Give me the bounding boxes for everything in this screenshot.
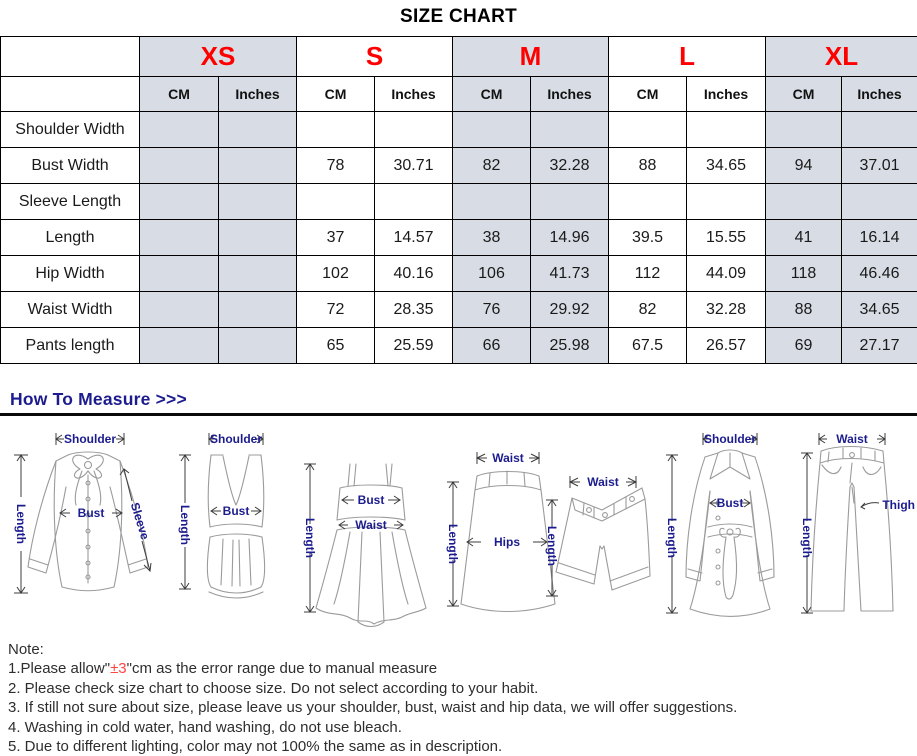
value-cell [687,184,766,220]
value-cell: 26.57 [687,328,766,364]
measure-label-length: Length [446,524,460,564]
coat-illustration [660,425,800,630]
table-row [1,256,917,292]
table-row [1,220,917,256]
measure-label-waist: Waist [587,475,619,489]
coat-outline [686,450,774,617]
value-cell: 112 [609,256,687,292]
value-cell [219,148,297,184]
value-cell [842,112,917,148]
value-cell [297,184,375,220]
size-header-s: S [297,37,453,77]
measure-label-length: Length [303,518,317,558]
value-cell [453,184,531,220]
row-label-cell: Bust Width [1,148,140,184]
value-cell: 14.57 [375,220,453,256]
value-cell [687,112,766,148]
value-cell [766,184,842,220]
measure-label-length: Length [178,505,192,545]
value-cell: 37 [297,220,375,256]
unit-header-cell: Inches [842,77,917,112]
value-cell: 118 [766,256,842,292]
value-cell [609,184,687,220]
row-label-cell: Pants length [1,328,140,364]
measure-label-bust: Bust [223,504,250,518]
measure-label-shoulder: Shoulder [704,432,756,446]
how-to-measure-heading: How To Measure >>> [10,389,917,410]
value-cell: 66 [453,328,531,364]
value-cell: 32.28 [531,148,609,184]
value-cell: 38 [453,220,531,256]
value-cell: 41 [766,220,842,256]
measure-label-length: Length [545,526,559,566]
value-cell: 76 [453,292,531,328]
unit-header-row [1,77,917,112]
value-cell [140,256,219,292]
table-row [1,184,917,220]
value-cell: 106 [453,256,531,292]
unit-header-cell: Inches [375,77,453,112]
value-cell: 78 [297,148,375,184]
value-cell [140,112,219,148]
size-header-l: L [609,37,766,77]
blouse-outline [28,452,148,591]
table-row [1,292,917,328]
value-cell [140,184,219,220]
value-cell: 29.92 [531,292,609,328]
note-line-3: 3. If still not sure about size, please leave us your shoulder, bust, waist and hip data, we will offer suggestions. [8,698,917,717]
value-cell [140,328,219,364]
measure-figures [0,420,917,632]
unit-header-cell: CM [297,77,375,112]
value-cell: 25.59 [375,328,453,364]
value-cell: 69 [766,328,842,364]
table-row [1,328,917,364]
value-cell: 72 [297,292,375,328]
skirt-measure-arrows [447,452,547,606]
value-cell [219,292,297,328]
row-label-cell: Waist Width [1,292,140,328]
value-cell: 82 [453,148,531,184]
notes-heading: Note: [8,640,917,659]
measure-label-bust: Bust [78,506,105,520]
value-cell [219,328,297,364]
value-cell [219,220,297,256]
corner-cell [1,37,140,77]
value-cell [531,184,609,220]
value-cell: 40.16 [375,256,453,292]
value-cell: 94 [766,148,842,184]
value-cell: 32.28 [687,292,766,328]
value-cell [375,112,453,148]
divider-line [0,413,917,416]
measure-label-length: Length [14,504,28,544]
unit-header-cell: Inches [687,77,766,112]
measure-label-length: Length [665,518,679,558]
shorts-illustration [542,446,660,632]
value-cell [140,292,219,328]
unit-header-cell: Inches [219,77,297,112]
value-cell: 46.46 [842,256,917,292]
note-line-1 [8,659,917,678]
notes-section [8,640,917,756]
value-cell [140,220,219,256]
value-cell [842,184,917,220]
unit-header-cell: CM [766,77,842,112]
size-table [0,36,917,364]
measure-label-shoulder: Shoulder [210,432,262,446]
value-cell [766,112,842,148]
value-cell: 27.17 [842,328,917,364]
shorts-outline [556,488,650,590]
table-row [1,112,917,148]
value-cell: 30.71 [375,148,453,184]
measure-label-sleeve: Sleeve [128,501,153,542]
measure-label-bust: Bust [717,496,744,510]
value-cell: 37.01 [842,148,917,184]
value-cell: 88 [609,148,687,184]
row-label-cell: Length [1,220,140,256]
unit-header-cell: CM [453,77,531,112]
dress-outline [316,464,426,627]
value-cell [453,112,531,148]
measure-label-waist: Waist [836,432,868,446]
value-cell: 65 [297,328,375,364]
value-cell: 102 [297,256,375,292]
value-cell: 28.35 [375,292,453,328]
note-line-5: 5. Due to different lighting, color may not 100% the same as in description. [8,737,917,756]
row-label-cell: Hip Width [1,256,140,292]
value-cell [219,184,297,220]
value-cell: 34.65 [842,292,917,328]
measure-label-length: Length [800,518,814,558]
vest-outline [207,455,264,598]
note-line-2: 2. Please check size chart to choose size. Do not select according to your habit. [8,679,917,698]
value-cell [219,256,297,292]
blouse-illustration [10,425,170,630]
size-header-xl: XL [766,37,917,77]
unit-header-cell: CM [609,77,687,112]
size-header-row [1,37,917,77]
value-cell [297,112,375,148]
value-cell: 15.55 [687,220,766,256]
pants-outline [811,447,893,612]
unit-header-cell: Inches [531,77,609,112]
table-row [1,148,917,184]
note-1-highlight: ±3 [110,660,127,677]
size-header-xs: XS [140,37,297,77]
value-cell [531,112,609,148]
size-header-m: M [453,37,609,77]
value-cell: 16.14 [842,220,917,256]
note-1-prefix: 1.Please allow" [8,660,110,677]
value-cell: 25.98 [531,328,609,364]
page-title: SIZE CHART [0,0,917,36]
measure-label-shoulder: Shoulder [64,432,116,446]
row-label-cell: Shoulder Width [1,112,140,148]
value-cell [375,184,453,220]
value-cell: 41.73 [531,256,609,292]
measure-label-waist: Waist [355,518,387,532]
value-cell: 34.65 [687,148,766,184]
value-cell: 82 [609,292,687,328]
value-cell [609,112,687,148]
note-1-suffix: "cm as the error range due to manual measure [127,660,437,677]
value-cell: 44.09 [687,256,766,292]
vest-illustration [175,425,297,630]
value-cell [140,148,219,184]
value-cell: 14.96 [531,220,609,256]
value-cell: 88 [766,292,842,328]
unit-header-cell: CM [140,77,219,112]
corner-cell [1,77,140,112]
row-label-cell: Sleeve Length [1,184,140,220]
note-line-4: 4. Washing in cold water, hand washing, do not use bleach. [8,718,917,737]
pants-illustration [795,425,917,630]
value-cell: 67.5 [609,328,687,364]
value-cell: 39.5 [609,220,687,256]
measure-label-waist: Waist [492,451,524,465]
dress-illustration [300,436,442,632]
measure-label-thigh: Thigh [882,498,915,512]
measure-label-bust: Bust [358,493,385,507]
value-cell [219,112,297,148]
measure-label-hips: Hips [494,535,520,549]
